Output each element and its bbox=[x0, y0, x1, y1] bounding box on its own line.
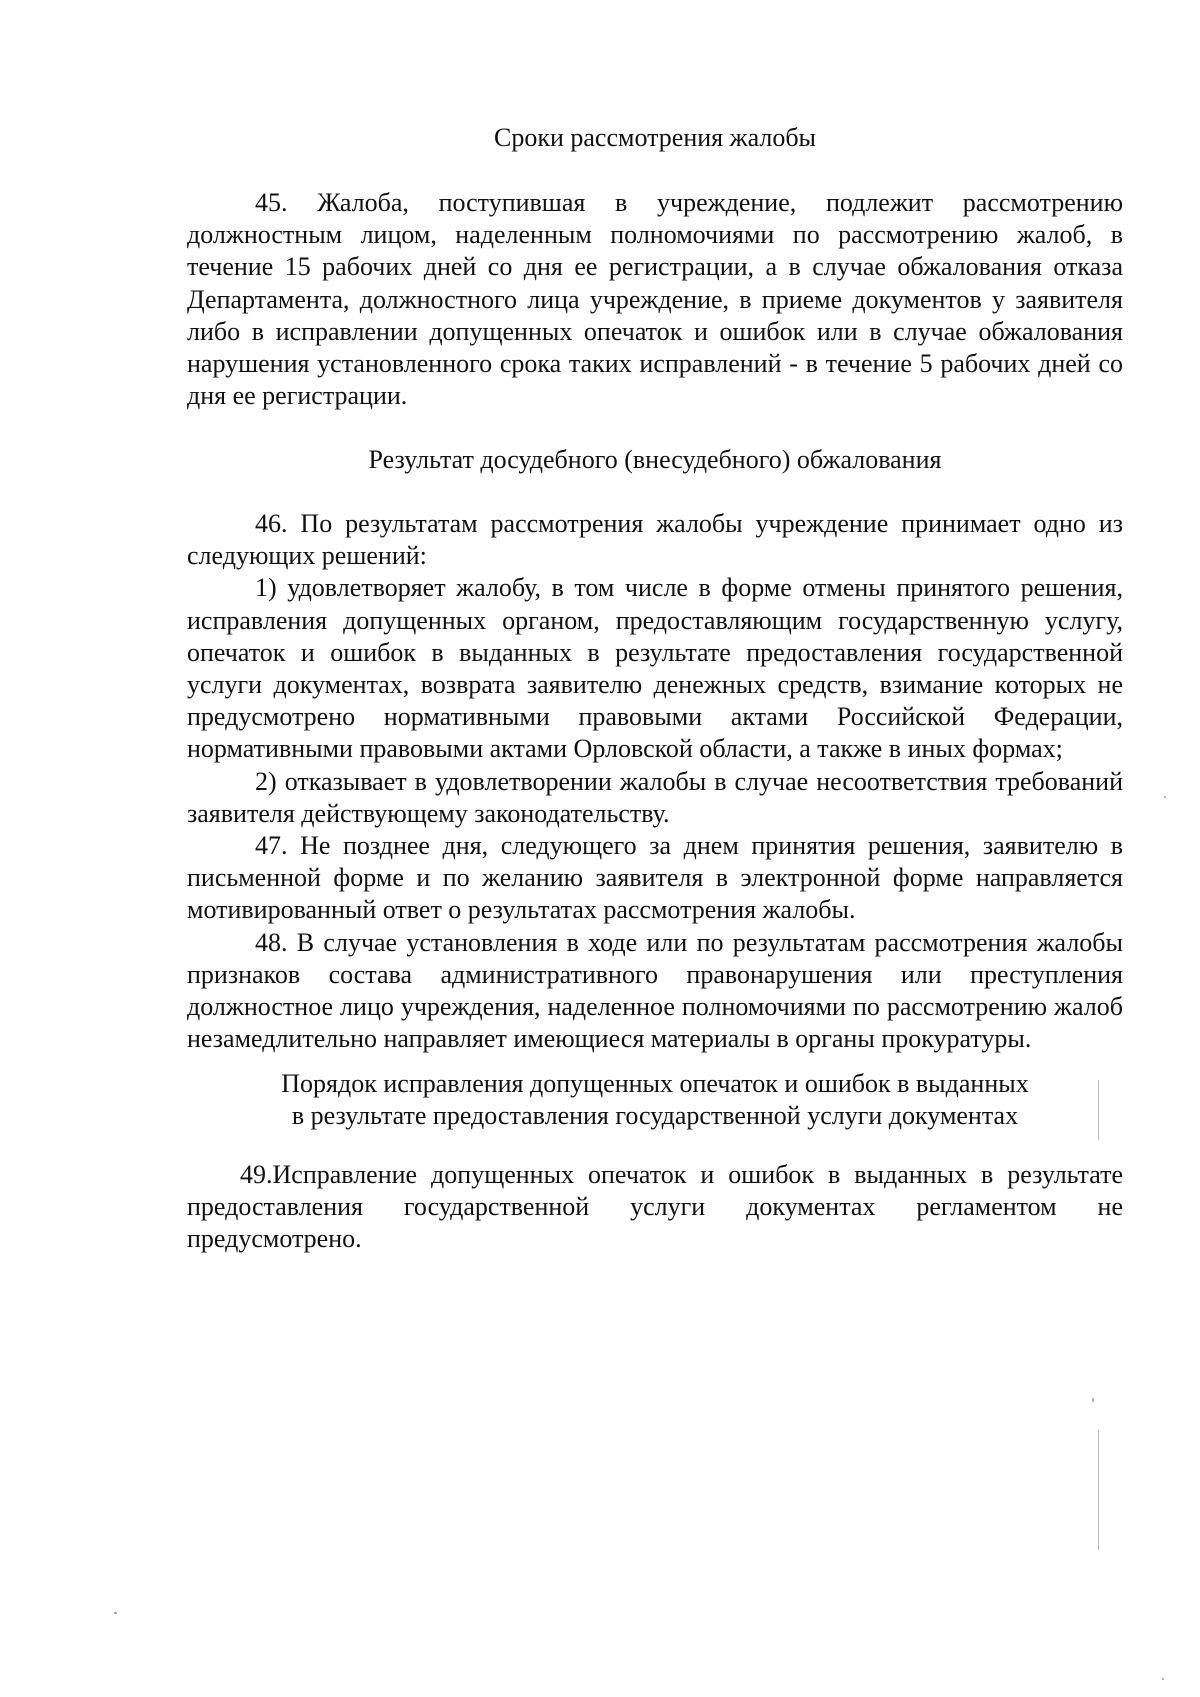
scan-speck bbox=[1162, 1678, 1164, 1680]
scan-speck bbox=[114, 1612, 117, 1614]
heading-line-2: в результате предоставления государственной услуги документах bbox=[291, 1101, 1019, 1130]
scan-streak bbox=[1098, 1430, 1099, 1550]
paragraph-49: 49.Исправление допущенных опечаток и ошибок в выданных в результате предоставления государственной услуги документах регламентом не предусмотрено. bbox=[187, 1160, 1123, 1254]
paragraph-46: 46. По результатам рассмотрения жалобы учреждение принимает одно из следующих решений: bbox=[187, 509, 1123, 571]
scan-speck bbox=[1092, 1398, 1094, 1402]
paragraph-46-item-1: 1) удовлетворяет жалобу, в том числе в форме отмены принятого решения, исправления допущенных органом, предоставляющим государственную услугу, опечаток и ошибок в выданных в результате предоставления государственной услуги документах, возврата заявителю денежных средств, взимание которых не предусмотрено нормативными правовыми актами Российской Федерации, нормативными правовыми актами Орловской области, а также в иных формах; bbox=[187, 573, 1123, 764]
section-heading-typo-correction bbox=[187, 1068, 1123, 1132]
scan-speck bbox=[1164, 796, 1166, 798]
paragraph-48: 48. В случае установления в ходе или по результатам рассмотрения жалобы признаков состава административного правонарушения или преступления должностное лицо учреждения, наделенное полномочиями по рассмотрению жалоб незамедлительно направляет имеющиеся материалы в органы прокуратуры. bbox=[187, 927, 1123, 1054]
section-body-appeal-result bbox=[187, 508, 1123, 1055]
heading-line-1: Порядок исправления допущенных опечаток и ошибок в выданных bbox=[281, 1069, 1029, 1098]
section-heading-appeal-result: Результат досудебного (внесудебного) обжалования bbox=[368, 445, 942, 474]
section-heading-review-period: Сроки рассмотрения жалобы bbox=[493, 123, 817, 152]
scan-streak bbox=[1098, 1080, 1099, 1140]
paragraph-47: 47. Не позднее дня, следующего за днем принятия решения, заявителю в письменной форме и по желанию заявителя в электронной форме направляется мотивированный ответ о результатах рассмотрения жалобы. bbox=[187, 831, 1123, 925]
paragraph-46-item-2: 2) отказывает в удовлетворении жалобы в случае несоответствия требований заявителя действующему законодательству. bbox=[187, 766, 1123, 828]
section-body-review-period bbox=[187, 187, 1123, 412]
paragraph-45: 45. Жалоба, поступившая в учреждение, подлежит рассмотрению должностным лицом, наделенным полномочиями по рассмотрению жалоб, в течение 15 рабочих дней со дня ее регистрации, а в случае обжалования отказа Департамента, должностного лица учреждение, в приеме документов у заявителя либо в исправлении допущенных опечаток и ошибок или в случае обжалования нарушения установленного срока таких исправлений - в течение 5 рабочих дней со дня ее регистрации. bbox=[187, 188, 1123, 411]
section-body-typo-correction bbox=[187, 1159, 1123, 1256]
